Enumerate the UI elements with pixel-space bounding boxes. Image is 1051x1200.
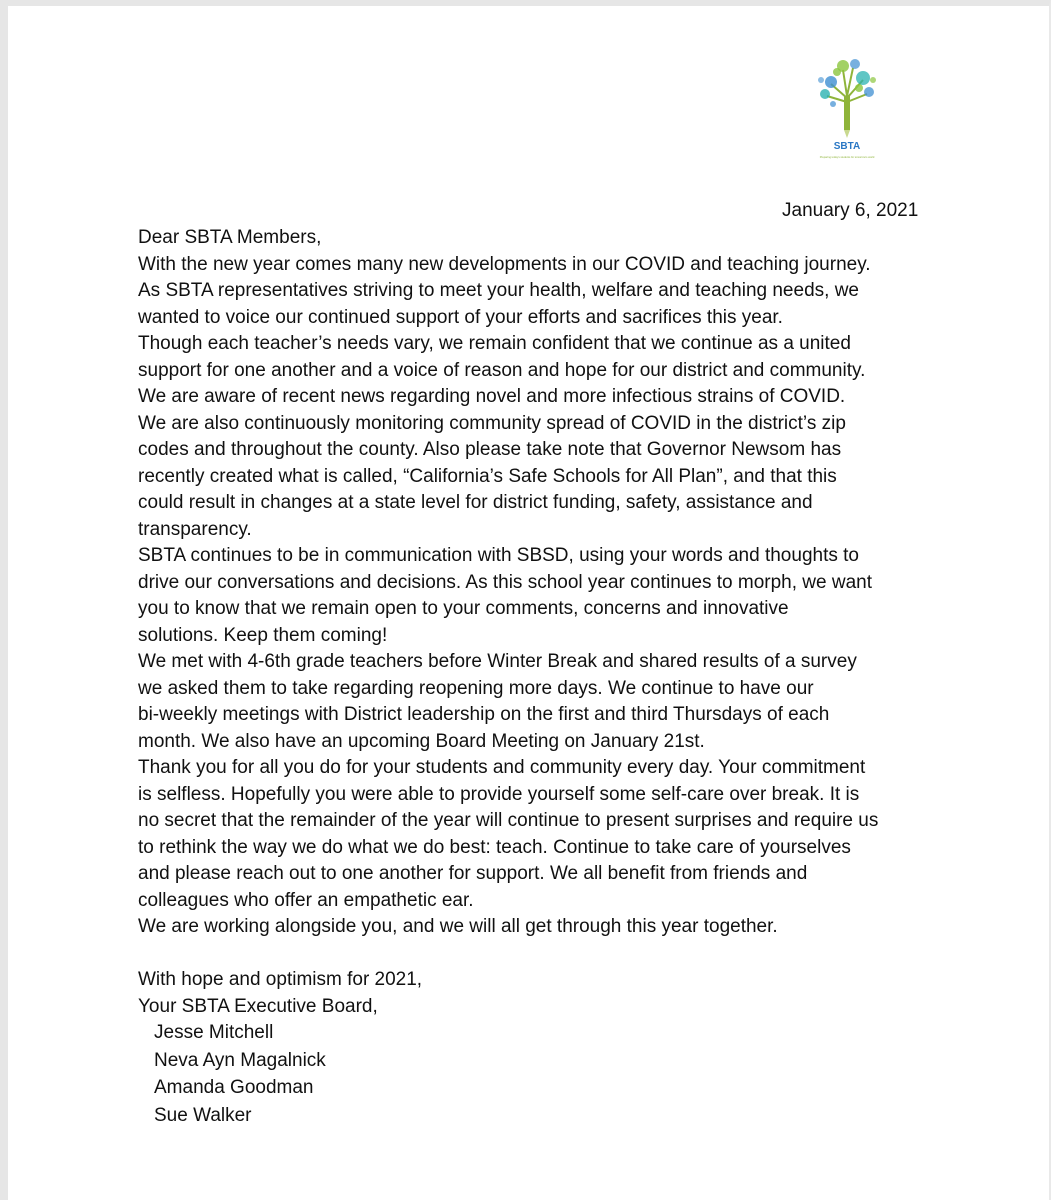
body-line: no secret that the remainder of the year will continue to present surprises and require us [138, 810, 879, 831]
closing: With hope and optimism for 2021, [138, 969, 423, 990]
logo-text: SBTA [833, 141, 861, 152]
letter-body [138, 225, 948, 1130]
body-line: we asked them to take regarding reopening more days. We continue to have our [138, 677, 814, 699]
body-line: We met with 4-6th grade teachers before Winter Break and shared results of a survey [138, 651, 857, 672]
body-line: Thank you for all you do for your students and community every day. Your commitment [138, 757, 866, 778]
body-line: We are working alongside you, and we will all get through this year together. [138, 916, 778, 937]
body-line: As SBTA representatives striving to meet your health, welfare and teaching needs, we [138, 280, 859, 301]
sbta-logo [813, 50, 881, 162]
signer-name: Sue Walker [154, 1104, 252, 1126]
body-line: transparency. [138, 518, 252, 540]
body-line: is selfless. Hopefully you were able to provide yourself some self-care over break. It is [138, 783, 860, 805]
body-line: codes and throughout the county. Also please take note that Governor Newsom has [138, 439, 842, 460]
body-line: Though each teacher’s needs vary, we remain confident that we continue as a united [138, 333, 851, 354]
body-line: to rethink the way we do what we do best: teach. Continue to take care of yourselves [138, 836, 851, 858]
body-line: With the new year comes many new developments in our COVID and teaching journey. [138, 253, 871, 275]
body-line: We are aware of recent news regarding novel and more infectious strains of COVID. [138, 386, 846, 407]
paragraph-gap [138, 941, 948, 968]
signer-name: Jesse Mitchell [154, 1022, 274, 1043]
body-line: support for one another and a voice of reason and hope for our district and community. [138, 359, 866, 381]
body-line: recently created what is called, “California’s Safe Schools for All Plan”, and that this [138, 465, 837, 487]
body-line: month. We also have an upcoming Board Meeting on January 21st. [138, 730, 705, 752]
body-line: drive our conversations and decisions. As this school year continues to morph, we want [138, 571, 872, 593]
letter-date: January 6, 2021 [782, 200, 919, 221]
body-line: SBTA continues to be in communication with SBSD, using your words and thoughts to [138, 545, 859, 566]
body-line: and please reach out to one another for support. We all benefit from friends and [138, 863, 808, 884]
body-line: We are also continuously monitoring community spread of COVID in the district’s zip [138, 412, 846, 434]
body-line: could result in changes at a state level for district funding, safety, assistance and [138, 492, 813, 513]
body-line: you to know that we remain open to your comments, concerns and innovative [138, 598, 789, 619]
body-line: wanted to voice our continued support of your efforts and sacrifices this year. [138, 306, 783, 328]
signoff: Your SBTA Executive Board, [138, 995, 378, 1017]
greeting: Dear SBTA Members, [138, 227, 322, 248]
body-line: colleagues who offer an empathetic ear. [138, 889, 474, 911]
body-line: solutions. Keep them coming! [138, 624, 388, 646]
signer-name: Neva Ayn Magalnick [154, 1049, 326, 1071]
tree-pencil-logo-icon [813, 50, 881, 162]
logo-tagline: Preparing today's students for tomorrow's world [819, 156, 875, 159]
body-line: bi-weekly meetings with District leadership on the first and third Thursdays of each [138, 704, 830, 725]
signer-name: Amanda Goodman [154, 1077, 314, 1098]
